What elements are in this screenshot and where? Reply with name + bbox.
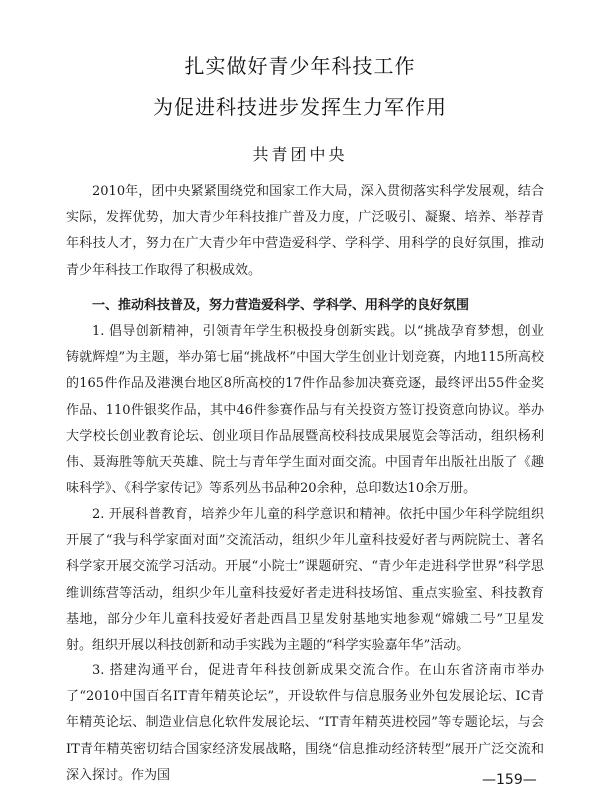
paragraph-3 xyxy=(66,658,544,789)
page-number: —159— xyxy=(482,772,537,788)
paragraph-1 xyxy=(66,319,544,502)
title-line-2: 为促进科技进步发挥生力军作用 xyxy=(153,95,447,119)
paragraph-2 xyxy=(66,502,544,659)
paragraph-2-text: 2. 开展科普教育，培养少年儿童的科学意识和精神。依托中国少年科学院组织开展了“我与科学家面对面”交流活动，组织少年儿童科技爱好者与两院院士、著名科学家开展交流学习活动。开展“小院士”课题研究、“青少年走进科学世界”科学思维训练营等活动，组织少年儿童科技爱好者走进科技场馆、重点实验室、科技教育基地，部分少年儿童科技爱好者赴西昌卫星发射基地实地参观“嫦娥二号”卫星发射。组织开展以科技创新和动手实践为主题的“科学实验嘉年华”活动。 xyxy=(66,507,544,654)
intro-paragraph xyxy=(66,179,544,284)
title-line-1: 扎实做好青少年科技工作 xyxy=(184,54,416,78)
author: 共青团中央 xyxy=(252,145,348,164)
paragraph-3-text: 3. 搭建沟通平台，促进青年科技创新成果交流合作。在山东省济南市举办了“2010中国百名IT青年精英论坛”，开设软件与信息服务业外包发展论坛、IC青年精英论坛、制造业信息化软件发展论坛、“IT青年精英进校园”等专题论坛，与会IT青年精英密切结合国家经济发展战略，围绕“信息推动经济转型”展开广泛交流和深入探讨。作为国 xyxy=(66,663,544,783)
intro-text: 2010年，团中央紧紧围绕党和国家工作大局，深入贯彻落实科学发展观，结合实际，发挥优势，加大青少年科技推广普及力度，广泛吸引、凝聚、培养、举荐青年科技人才，努力在广大青少年中营造爱科学、学科学、用科学的良好氛围，推动青少年科技工作取得了积极成效。 xyxy=(66,184,544,278)
section-heading: 一、推动科技普及，努力营造爱科学、学科学、用科学的良好氛围 xyxy=(92,298,470,313)
paragraph-1-text: 1. 倡导创新精神，引领青年学生积极投身创新实践。以“挑战孕育梦想，创业铸就辉煌”为主题，举办第七届“挑战杯”中国大学生创业计划竞赛，内地115所高校的165件作品及港澳台地区8所高校的17件作品参加决赛竞逐，最终评出55件金奖作品、110件银奖作品，其中46件参赛作品与有关投资方签订投资意向协议。举办大学校长创业教育论坛、创业项目作品展暨高校科技成果展览会等活动，组织杨利伟、聂海胜等航天英雄、院士与青年学生面对面交流。中国青年出版社出版了《趣味科学》、《科学家传记》等系列丛书品种20余种，总印数达10余万册。 xyxy=(66,324,544,497)
